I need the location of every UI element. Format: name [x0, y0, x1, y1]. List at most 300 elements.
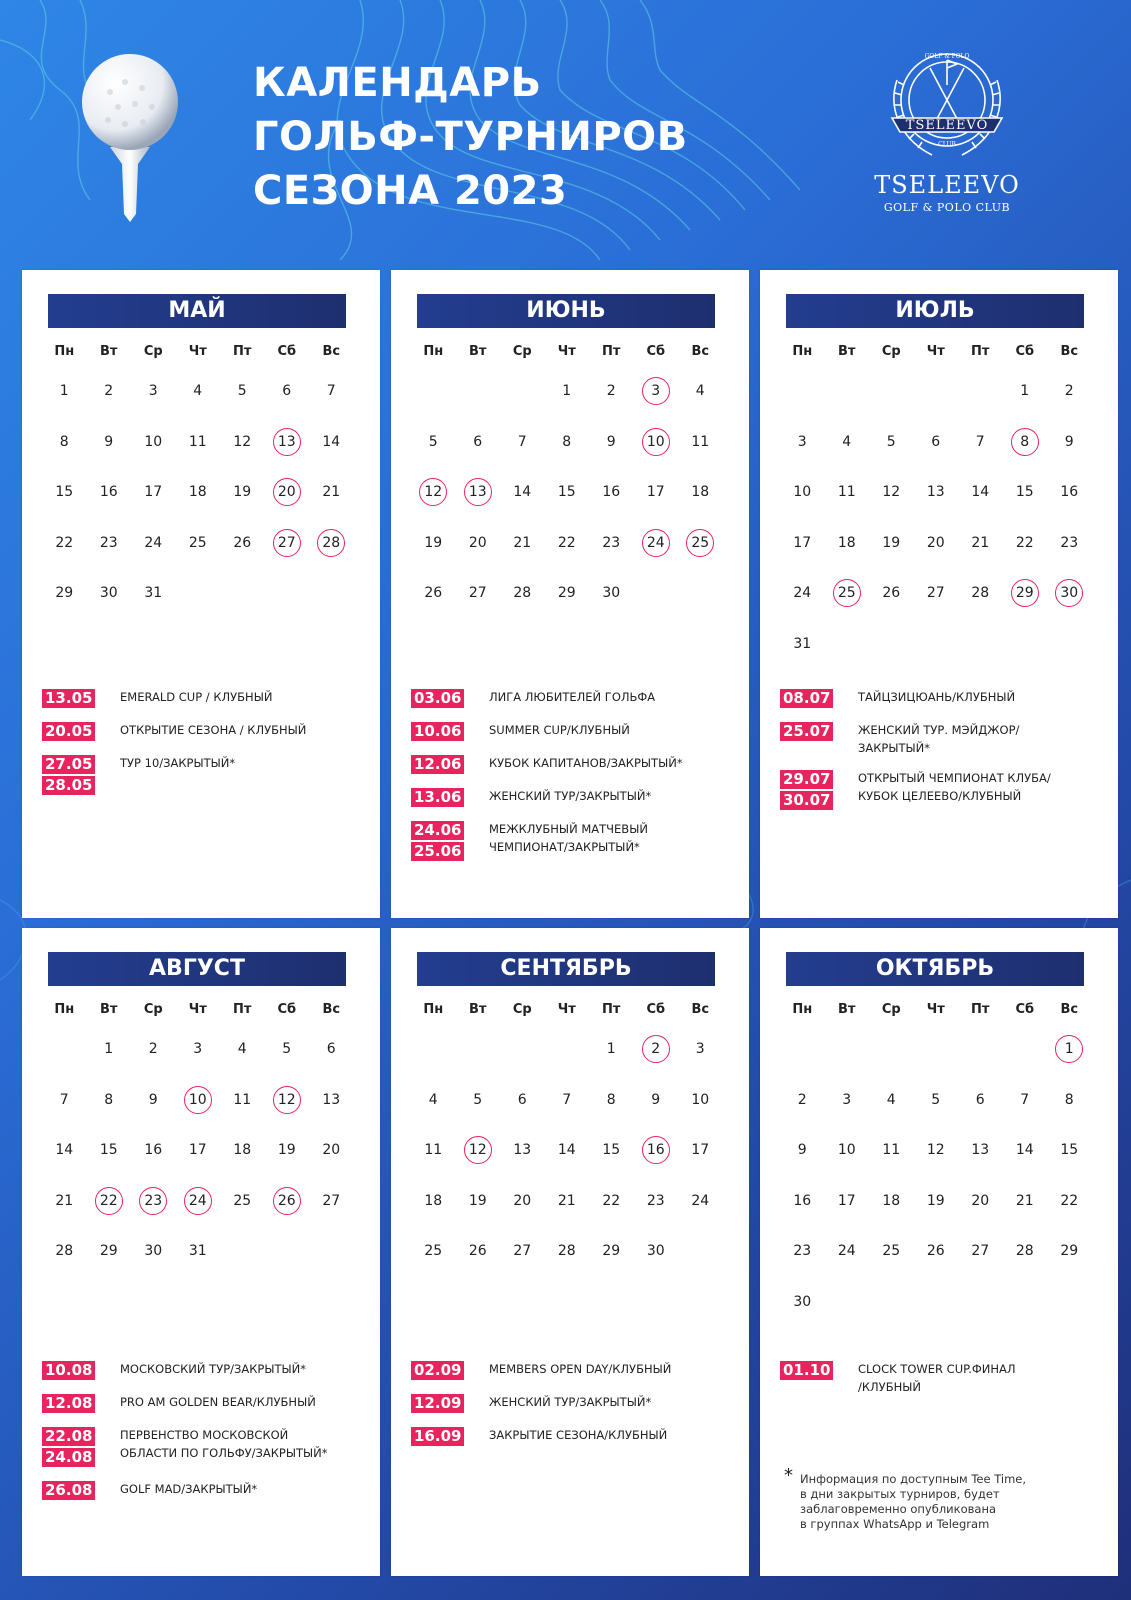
day-number: 15 [1060, 1142, 1079, 1159]
day-cell-event [825, 568, 870, 619]
day-cell [131, 467, 176, 518]
day-number: 14 [971, 484, 990, 501]
day-cell-empty [411, 1024, 456, 1075]
day-number: 2 [148, 1041, 158, 1058]
day-cell [42, 1226, 87, 1277]
event-title: GOLF MAD/ЗАКРЫТЫЙ* [120, 1482, 258, 1496]
day-cell [500, 1176, 545, 1227]
day-cell [869, 568, 914, 619]
day-number: 3 [842, 1091, 852, 1108]
weekday-label: Пн [54, 1002, 75, 1017]
day-cell [42, 417, 87, 468]
day-number [1055, 1288, 1083, 1316]
event-dates [780, 688, 848, 709]
day-number: 29 [55, 585, 74, 602]
day-cell [1003, 1075, 1048, 1126]
day-cell-empty [265, 1226, 310, 1277]
event-dates [411, 1393, 479, 1414]
event-item [411, 1360, 731, 1381]
day-cell [1003, 467, 1048, 518]
weekday-label: Вс [322, 1002, 341, 1017]
day-number [877, 1288, 905, 1316]
day-number: 12 [273, 1086, 301, 1114]
day-number: 28 [513, 585, 532, 602]
event-title: ТАЙЦЗИЦЮАНЬ/КЛУБНЫЙ [858, 690, 1016, 704]
weekday-label: Вт [469, 344, 487, 359]
day-number [788, 1035, 816, 1063]
day-number: 7 [517, 433, 527, 450]
event-date-badge: 13.05 [42, 689, 95, 708]
day-number: 19 [926, 1192, 945, 1209]
weekday-label: Сб [646, 344, 666, 359]
day-number: 20 [468, 534, 487, 551]
day-number: 16 [793, 1192, 812, 1209]
week-row [780, 1226, 1092, 1277]
day-number: 23 [602, 534, 621, 551]
weekday-label: Ср [143, 344, 163, 359]
event-date-badge: 30.07 [780, 791, 833, 810]
day-cell [176, 366, 221, 417]
week-row [780, 366, 1092, 417]
day-cell [958, 518, 1003, 569]
day-number: 25 [686, 529, 714, 557]
day-number: 30 [602, 585, 621, 602]
month-card [22, 928, 380, 1576]
day-number: 14 [55, 1142, 74, 1159]
logo-ring-text: GOLF & POLO [924, 53, 970, 60]
day-number [1055, 630, 1083, 658]
day-number: 24 [691, 1192, 710, 1209]
day-cell [1047, 366, 1092, 417]
weekday-label: Чт [188, 1002, 207, 1017]
week-row [780, 518, 1092, 569]
day-number: 20 [273, 478, 301, 506]
day-number [317, 579, 345, 607]
day-cell [545, 518, 590, 569]
month-title: СЕНТЯБРЬ [417, 952, 715, 986]
event-item [42, 1393, 362, 1414]
day-cell [411, 1075, 456, 1126]
day-number: 19 [468, 1192, 487, 1209]
day-cell-empty [958, 366, 1003, 417]
event-date-badge: 12.09 [411, 1394, 464, 1413]
month-title: ИЮЛЬ [786, 294, 1084, 328]
day-cell [914, 417, 959, 468]
day-number: 1 [562, 383, 572, 400]
day-number: 28 [971, 585, 990, 602]
day-cell [87, 568, 132, 619]
day-cell-event [87, 1176, 132, 1227]
month-grid [411, 996, 723, 1277]
week-row [42, 366, 354, 417]
weekday-label: Пн [423, 1002, 444, 1017]
day-number: 15 [1015, 484, 1034, 501]
event-item [411, 1426, 731, 1447]
day-number: 6 [931, 433, 941, 450]
day-cell [87, 518, 132, 569]
day-number [922, 1035, 950, 1063]
day-cell [869, 1226, 914, 1277]
month-grid [411, 338, 723, 619]
day-cell-empty [634, 568, 679, 619]
day-number: 3 [695, 1041, 705, 1058]
day-number [1011, 630, 1039, 658]
day-number: 16 [1060, 484, 1079, 501]
month-card [391, 270, 749, 918]
day-cell-empty [309, 568, 354, 619]
club-logo [872, 40, 1022, 230]
day-number: 28 [317, 529, 345, 557]
day-number: 3 [797, 433, 807, 450]
day-cell [958, 1226, 1003, 1277]
day-cell [42, 518, 87, 569]
day-number: 19 [233, 484, 252, 501]
month-title: ИЮНЬ [417, 294, 715, 328]
day-cell [411, 1176, 456, 1227]
footnote-text: Информация по доступным Tee Time, в дни закрытых турниров, будет заблаговременно опубликована в группах WhatsApp и Telegram [800, 1472, 1027, 1531]
day-cell [220, 1176, 265, 1227]
day-cell-empty [265, 568, 310, 619]
day-cell [825, 1176, 870, 1227]
day-cell [1003, 1226, 1048, 1277]
event-item [411, 787, 731, 808]
day-cell-event [1003, 568, 1048, 619]
week-row [411, 417, 723, 468]
day-number: 6 [282, 383, 292, 400]
day-cell-empty [958, 619, 1003, 670]
day-cell-empty [869, 619, 914, 670]
day-number [788, 377, 816, 405]
week-row [42, 1226, 354, 1277]
day-number: 13 [513, 1142, 532, 1159]
week-row [780, 1176, 1092, 1227]
weekday-label: Сб [277, 1002, 297, 1017]
day-number: 29 [1060, 1243, 1079, 1260]
day-cell-event [265, 1176, 310, 1227]
event-dates [42, 1480, 110, 1501]
event-title: ЖЕНСКИЙ ТУР/ЗАКРЫТЫЙ* [489, 789, 652, 803]
day-number [419, 1035, 447, 1063]
day-number: 16 [602, 484, 621, 501]
weekday-label: Пт [971, 344, 990, 359]
day-cell-empty [958, 1024, 1003, 1075]
weekday-label: Пн [792, 1002, 813, 1017]
day-cell [914, 1075, 959, 1126]
event-dates [780, 769, 848, 811]
day-cell [825, 417, 870, 468]
day-cell [131, 417, 176, 468]
header [0, 0, 1131, 260]
weekday-label: Ср [143, 1002, 163, 1017]
event-date-badge: 27.05 [42, 755, 95, 774]
week-row [780, 417, 1092, 468]
day-cell [589, 1226, 634, 1277]
weekday-label: Ср [881, 344, 901, 359]
logo-name: TSELEEVO [874, 171, 1020, 199]
month-card [391, 928, 749, 1576]
day-cell-event [634, 1024, 679, 1075]
day-number: 24 [837, 1243, 856, 1260]
week-row [411, 1024, 723, 1075]
day-number: 18 [837, 534, 856, 551]
day-number: 16 [144, 1142, 163, 1159]
day-number: 27 [322, 1192, 341, 1209]
event-item [42, 1426, 362, 1468]
day-number: 30 [646, 1243, 665, 1260]
day-number: 22 [95, 1187, 123, 1215]
event-item [411, 820, 731, 862]
day-cell [678, 467, 723, 518]
day-number [966, 1288, 994, 1316]
day-number [419, 377, 447, 405]
day-number: 17 [188, 1142, 207, 1159]
day-cell-empty [220, 1226, 265, 1277]
day-cell-empty [869, 1024, 914, 1075]
day-cell-empty [456, 366, 501, 417]
day-cell [1003, 366, 1048, 417]
week-row [411, 1176, 723, 1227]
day-cell-event [1003, 417, 1048, 468]
day-number: 21 [322, 484, 341, 501]
day-cell-empty [411, 366, 456, 417]
event-title: МОСКОВСКИЙ ТУР/ЗАКРЫТЫЙ* [120, 1362, 307, 1376]
day-cell [220, 1024, 265, 1075]
day-cell [220, 467, 265, 518]
weekday-label: Ср [512, 1002, 532, 1017]
month-title: ОКТЯБРЬ [786, 952, 1084, 986]
day-number [966, 1035, 994, 1063]
day-number: 27 [513, 1243, 532, 1260]
asterisk-icon: * [784, 1465, 793, 1486]
day-number [273, 1237, 301, 1265]
day-number: 9 [797, 1142, 807, 1159]
day-cell [780, 467, 825, 518]
event-dates [42, 721, 110, 742]
day-cell [589, 366, 634, 417]
event-date-badge: 24.06 [411, 821, 464, 840]
weekday-label: Пт [233, 1002, 252, 1017]
day-number [686, 579, 714, 607]
weekday-header-row [42, 338, 354, 366]
day-cell [780, 1277, 825, 1328]
event-list [411, 688, 731, 874]
weekday-label: Вт [838, 1002, 856, 1017]
weekday-label: Пт [233, 344, 252, 359]
day-number: 13 [464, 478, 492, 506]
day-number: 4 [842, 433, 852, 450]
day-number: 7 [59, 1091, 69, 1108]
weekday-label: Вт [100, 1002, 118, 1017]
day-number [1011, 1288, 1039, 1316]
day-cell [545, 1176, 590, 1227]
day-cell [545, 568, 590, 619]
day-number: 5 [428, 433, 438, 450]
day-number: 4 [886, 1091, 896, 1108]
week-row [42, 1125, 354, 1176]
day-cell [914, 518, 959, 569]
week-row [42, 417, 354, 468]
day-number: 22 [1060, 1192, 1079, 1209]
day-cell [958, 1125, 1003, 1176]
event-title: ЛИГА ЛЮБИТЕЛЕЙ ГОЛЬФА [489, 690, 656, 704]
day-cell [309, 467, 354, 518]
day-cell [678, 1125, 723, 1176]
day-cell-empty [1003, 1277, 1048, 1328]
day-cell [1047, 518, 1092, 569]
day-number: 14 [1015, 1142, 1034, 1159]
day-cell [265, 1125, 310, 1176]
week-row [411, 568, 723, 619]
day-number [922, 630, 950, 658]
day-cell-event [678, 518, 723, 569]
day-cell [131, 1075, 176, 1126]
day-number: 3 [193, 1041, 203, 1058]
day-number: 29 [99, 1243, 118, 1260]
day-number: 11 [882, 1142, 901, 1159]
day-cell [914, 568, 959, 619]
week-row [411, 1075, 723, 1126]
day-cell [589, 1075, 634, 1126]
day-cell [1003, 1176, 1048, 1227]
day-number: 2 [797, 1091, 807, 1108]
day-number: 24 [144, 534, 163, 551]
day-cell [589, 518, 634, 569]
event-dates [42, 1360, 110, 1381]
day-cell [131, 1125, 176, 1176]
event-list [780, 688, 1100, 823]
day-number: 17 [144, 484, 163, 501]
month-card [760, 270, 1118, 918]
day-number: 10 [642, 428, 670, 456]
day-number: 19 [277, 1142, 296, 1159]
day-number: 10 [837, 1142, 856, 1159]
day-number: 13 [971, 1142, 990, 1159]
event-item [780, 769, 1100, 811]
weekday-label: Вс [1060, 1002, 1079, 1017]
weekday-header-row [42, 996, 354, 1024]
day-number [833, 1035, 861, 1063]
day-cell [1047, 417, 1092, 468]
day-cell-empty [825, 1277, 870, 1328]
event-dates [411, 787, 479, 808]
day-cell [500, 568, 545, 619]
week-row [780, 1277, 1092, 1328]
event-title: ПЕРВЕНСТВО МОСКОВСКОЙ ОБЛАСТИ ПО ГОЛЬФУ/ЗАКРЫТЫЙ* [120, 1428, 328, 1460]
weekday-label: Сб [1015, 344, 1035, 359]
day-number: 23 [646, 1192, 665, 1209]
day-number [877, 377, 905, 405]
weekday-label: Чт [926, 344, 945, 359]
event-date-badge: 13.06 [411, 788, 464, 807]
day-number: 10 [691, 1091, 710, 1108]
day-cell [780, 1176, 825, 1227]
day-cell [958, 1176, 1003, 1227]
day-cell [220, 366, 265, 417]
day-cell-empty [825, 619, 870, 670]
weekday-label: Чт [557, 1002, 576, 1017]
weekday-label: Пт [602, 1002, 621, 1017]
day-cell [780, 417, 825, 468]
day-cell [500, 1226, 545, 1277]
day-number: 6 [326, 1041, 336, 1058]
day-number: 20 [513, 1192, 532, 1209]
day-number: 24 [793, 585, 812, 602]
weekday-label: Пн [792, 344, 813, 359]
day-number: 11 [188, 433, 207, 450]
month-grid [42, 996, 354, 1277]
event-title: ЗАКРЫТИЕ СЕЗОНА/КЛУБНЫЙ [489, 1428, 668, 1442]
day-cell-empty [869, 366, 914, 417]
day-cell-event [634, 1125, 679, 1176]
page-title [253, 56, 688, 218]
day-number: 12 [926, 1142, 945, 1159]
day-number: 1 [606, 1041, 616, 1058]
day-cell [869, 1176, 914, 1227]
week-row [42, 518, 354, 569]
weekday-label: Пт [602, 344, 621, 359]
day-cell-event [309, 518, 354, 569]
day-number [922, 1288, 950, 1316]
weekday-header-row [780, 996, 1092, 1024]
day-cell [545, 366, 590, 417]
event-dates [42, 754, 110, 796]
day-number: 20 [971, 1192, 990, 1209]
weekday-label: Вс [1060, 344, 1079, 359]
weekday-label: Ср [881, 1002, 901, 1017]
day-cell [131, 568, 176, 619]
day-cell [456, 518, 501, 569]
day-cell-empty [914, 366, 959, 417]
day-cell-event [265, 417, 310, 468]
day-number [228, 579, 256, 607]
day-cell [869, 417, 914, 468]
day-cell-empty [545, 1024, 590, 1075]
day-cell [825, 1075, 870, 1126]
day-number [228, 1237, 256, 1265]
day-number: 19 [424, 534, 443, 551]
day-cell [678, 1024, 723, 1075]
day-cell-event [176, 1075, 221, 1126]
day-cell [825, 1125, 870, 1176]
day-cell [1047, 1075, 1092, 1126]
day-number: 17 [793, 534, 812, 551]
day-cell [411, 1226, 456, 1277]
day-cell [411, 1125, 456, 1176]
day-number: 7 [562, 1091, 572, 1108]
day-cell-event [265, 467, 310, 518]
day-number [877, 630, 905, 658]
day-cell-empty [309, 1226, 354, 1277]
day-number: 10 [144, 433, 163, 450]
day-number: 2 [606, 383, 616, 400]
event-dates [411, 1426, 479, 1447]
day-number: 1 [1020, 383, 1030, 400]
day-cell [545, 467, 590, 518]
day-number: 5 [237, 383, 247, 400]
day-number: 3 [148, 383, 158, 400]
day-cell [780, 568, 825, 619]
event-item [42, 754, 362, 796]
day-cell [914, 1176, 959, 1227]
club-crest-icon [882, 40, 1012, 165]
day-cell [309, 1075, 354, 1126]
day-number: 13 [926, 484, 945, 501]
day-cell [176, 518, 221, 569]
day-number: 30 [144, 1243, 163, 1260]
event-date-badge: 22.08 [42, 1427, 95, 1446]
title-line: СЕЗОНА 2023 [253, 168, 568, 214]
day-cell-event [456, 1125, 501, 1176]
